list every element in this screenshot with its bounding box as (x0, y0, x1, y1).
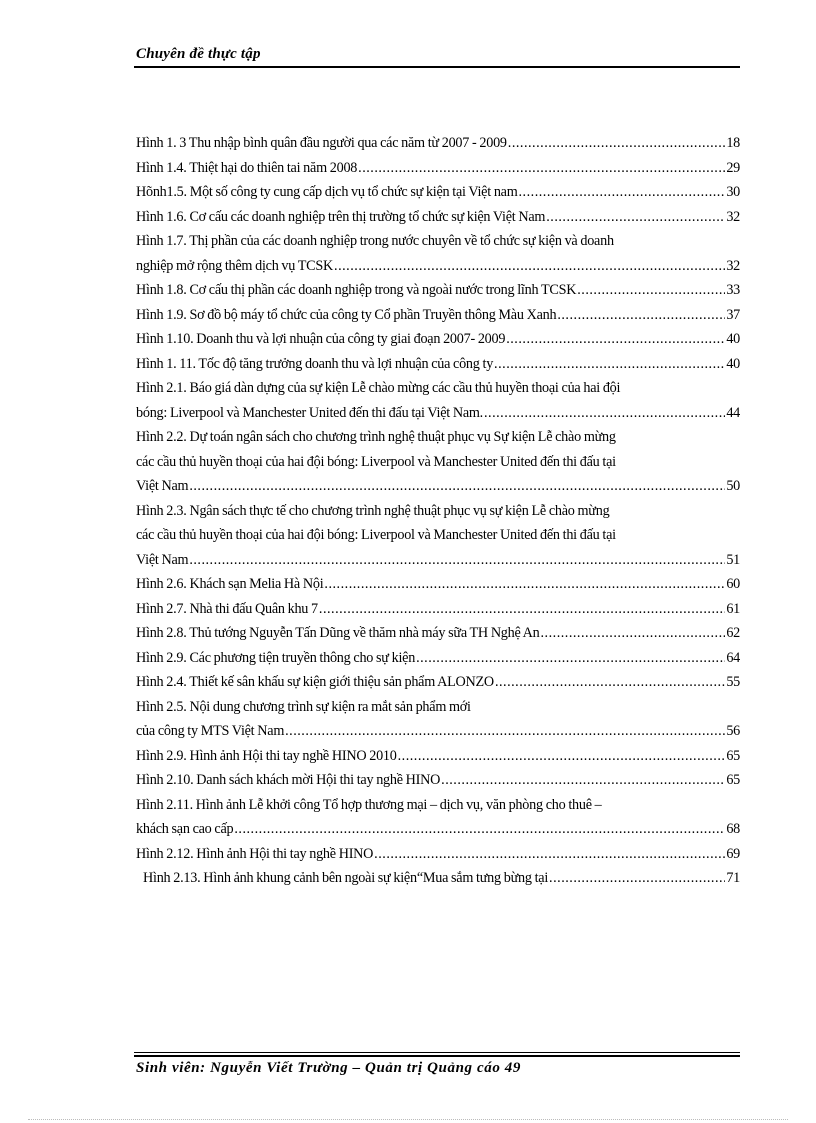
dot-leader (546, 205, 725, 230)
toc-entry-fig-2-3 (136, 499, 740, 573)
toc-entry-fig-2-2 (136, 425, 740, 499)
footer-divider-thin (134, 1052, 740, 1053)
dot-leader (441, 768, 725, 793)
entry-title-line: bóng: Liverpool và Manchester United đến thi đấu tại Việt Nam. (136, 404, 483, 421)
toc-entry-fig-2-12 (136, 842, 740, 867)
entry-title-line: Hình 2.11. Hình ảnh Lễ khởi công Tổ hợp thương mại – dịch vụ, văn phòng cho thuê – (136, 796, 602, 813)
toc-entry-fig-2-1 (136, 376, 740, 425)
header-divider (134, 66, 740, 68)
entry-page-number: 65 (726, 747, 740, 764)
entry-title: Hõnh1.5. Một số công ty cung cấp dịch vụ tổ chức sự kiện tại Việt nam (136, 184, 518, 200)
toc-entry-fig-1-10 (136, 327, 740, 352)
toc-entry-fig-2-8 (136, 621, 740, 646)
dot-leader (495, 670, 725, 695)
dot-leader (494, 352, 725, 377)
footer-student-info: Sinh viên: Nguyễn Viết Trường – Quản trị Quảng cáo 49 (136, 1060, 522, 1076)
entry-page-number: 32 (726, 208, 740, 225)
entry-title-line: Việt Nam (136, 478, 189, 494)
dot-leader (189, 474, 725, 499)
entry-page-number: 65 (726, 772, 740, 788)
entry-page-number: 56 (726, 723, 740, 739)
footer-divider-thick (134, 1055, 740, 1057)
toc-entry-fig-1-11 (136, 352, 740, 377)
toc-entry-fig-2-9-hino (136, 744, 740, 769)
toc-entry-fig-2-9-media (136, 646, 740, 671)
entry-page-number: 40 (726, 331, 740, 347)
entry-page-number: 29 (726, 159, 740, 176)
entry-page-number: 18 (726, 135, 740, 151)
entry-title-line: của công ty MTS Việt Nam (136, 723, 285, 739)
entry-title: Hình 1.9. Sơ đồ bộ máy tổ chức của công ty Cổ phần Truyền thông Màu Xanh (136, 306, 557, 323)
entry-page-number: 68 (726, 821, 740, 837)
dot-leader (484, 401, 725, 426)
entry-title-line: các cầu thủ huyền thoại của hai đội bóng: Liverpool và Manchester United đến thi đấu tại (136, 527, 616, 543)
entry-title: Hình 1.4. Thiệt hại do thiên tai năm 2008 (136, 159, 358, 176)
entry-title-line: Hình 2.1. Báo giá dàn dựng của sự kiện Lễ chào mừng các cầu thủ huyền thoại của hai đội (136, 380, 621, 396)
dot-leader (508, 131, 726, 156)
entry-page-number: 50 (726, 478, 740, 494)
entry-title: Hình 2.7. Nhà thi đấu Quân khu 7 (136, 600, 318, 617)
figure-list (136, 131, 740, 891)
entry-title: Hình 2.13. Hình ảnh khung cảnh bên ngoài sự kiện“Mua sắm tưng bừng tại (143, 870, 549, 886)
header-title: Chuyên đề thực tập (136, 46, 261, 62)
entry-title-line: Hình 2.2. Dự toán ngân sách cho chương trình nghệ thuật phục vụ Sự kiện Lễ chào mừng (136, 429, 616, 445)
entry-title: Hình 1. 11. Tốc độ tăng trưởng doanh thu và lợi nhuận của công ty (136, 355, 494, 372)
dot-leader (334, 254, 725, 279)
dot-leader (416, 646, 725, 671)
dot-leader (358, 156, 725, 181)
entry-page-number: 51 (726, 551, 740, 568)
dot-leader (285, 719, 725, 744)
dot-leader (557, 303, 725, 328)
entry-title: Hình 1.8. Cơ cấu thị phần các doanh nghiệp trong và ngoài nước trong lĩnh TCSK (136, 282, 577, 298)
entry-title: Hình 2.6. Khách sạn Melia Hà Nội (136, 576, 324, 592)
entry-page-number: 55 (726, 674, 740, 690)
dot-leader (234, 817, 725, 842)
toc-entry-fig-2-11 (136, 793, 740, 842)
entry-page-number: 62 (726, 625, 740, 641)
toc-entry-fig-1-7 (136, 229, 740, 278)
entry-page-number: 37 (726, 306, 740, 323)
entry-page-number: 61 (726, 600, 740, 617)
entry-page-number: 32 (726, 257, 740, 274)
entry-title: Hình 1. 3 Thu nhập bình quân đầu người qua các năm từ 2007 - 2009 (136, 135, 507, 151)
entry-title-line: nghiệp mở rộng thêm dịch vụ TCSK (136, 257, 334, 274)
dot-leader (374, 842, 725, 867)
entry-page-number: 64 (726, 649, 740, 666)
toc-entry-fig-1-6 (136, 205, 740, 230)
entry-title: Hình 1.6. Cơ cấu các doanh nghiệp trên thị trường tổ chức sự kiện Việt Nam (136, 208, 546, 225)
entry-title-line: Hình 1.7. Thị phần của các doanh nghiệp trong nước chuyên về tổ chức sự kiện và doanh (136, 233, 614, 249)
dot-leader (319, 597, 725, 622)
toc-entry-fig-2-13 (136, 866, 740, 891)
entry-page-number: 44 (726, 404, 740, 421)
toc-entry-fig-2-5 (136, 695, 740, 744)
dot-leader (519, 180, 726, 205)
entry-page-number: 60 (726, 576, 740, 592)
dot-leader (549, 866, 725, 891)
entry-title: Hình 2.12. Hình ảnh Hội thi tay nghề HINO (136, 845, 374, 862)
entry-page-number: 33 (726, 282, 740, 298)
dot-leader (577, 278, 725, 303)
entry-title-line: các cầu thủ huyền thoại của hai đội bóng: Liverpool và Manchester United đến thi đấu tại (136, 453, 616, 470)
dot-leader (324, 572, 725, 597)
entry-title: Hình 2.10. Danh sách khách mời Hội thi tay nghề HINO (136, 772, 441, 788)
entry-title: Hình 2.9. Hình ảnh Hội thi tay nghề HINO 2010 (136, 747, 397, 764)
toc-entry-fig-1-3 (136, 131, 740, 156)
entry-title: Hình 2.4. Thiết kế sân khấu sự kiện giới thiệu sản phẩm ALONZO (136, 674, 494, 690)
entry-title-line: khách sạn cao cấp (136, 821, 234, 837)
entry-title: Hình 1.10. Doanh thu và lợi nhuận của công ty giai đoạn 2007- 2009 (136, 331, 506, 347)
toc-entry-fig-2-7 (136, 597, 740, 622)
dot-leader (398, 744, 726, 769)
entry-page-number: 69 (726, 845, 740, 862)
entry-page-number: 40 (726, 355, 740, 372)
toc-entry-fig-2-4 (136, 670, 740, 695)
toc-entry-fig-2-6 (136, 572, 740, 597)
entry-title-line: Hình 2.3. Ngân sách thực tế cho chương trình nghệ thuật phục vụ sự kiện Lễ chào mừng (136, 502, 610, 519)
entry-page-number: 30 (726, 184, 740, 200)
dot-leader (541, 621, 726, 646)
entry-title: Hình 2.9. Các phương tiện truyền thông cho sự kiện (136, 649, 416, 666)
page-header (134, 44, 740, 70)
page-footer (134, 1052, 740, 1092)
toc-entry-fig-1-8 (136, 278, 740, 303)
entry-title-line: Hình 2.5. Nội dung chương trình sự kiện ra mắt sản phẩm mới (136, 698, 471, 715)
toc-entry-fig-1-4 (136, 156, 740, 181)
page-edge-dotted-line (28, 1119, 788, 1120)
toc-entry-fig-2-10 (136, 768, 740, 793)
toc-entry-fig-1-9 (136, 303, 740, 328)
dot-leader (506, 327, 725, 352)
dot-leader (189, 548, 725, 573)
toc-entry-fig-1-5 (136, 180, 740, 205)
entry-title: Hình 2.8. Thủ tướng Nguyễn Tấn Dũng về thăm nhà máy sữa TH Nghệ An (136, 625, 540, 641)
entry-title-line: Việt Nam (136, 551, 189, 568)
entry-page-number: 71 (726, 870, 740, 886)
